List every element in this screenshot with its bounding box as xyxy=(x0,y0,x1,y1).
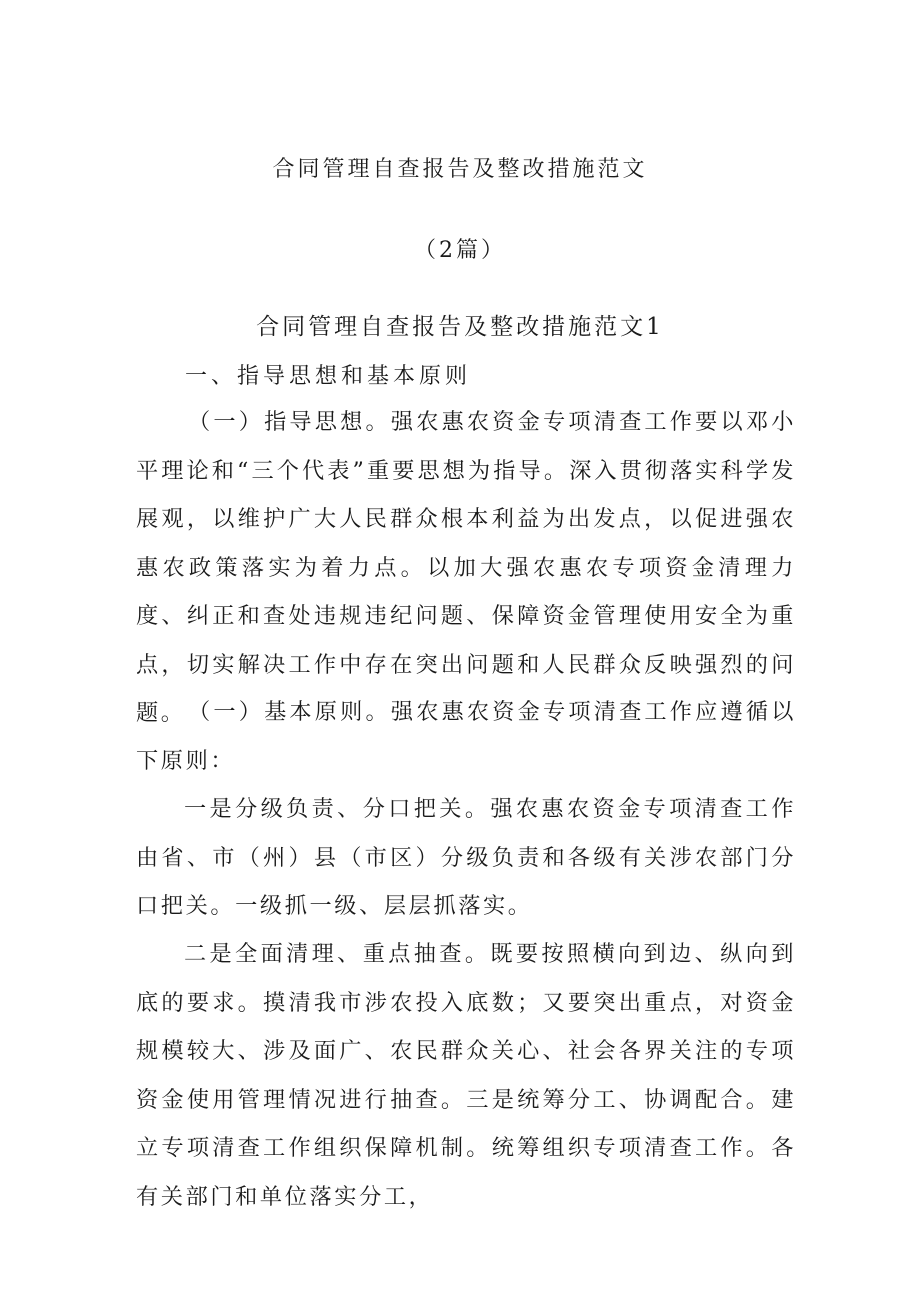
section-heading: 一、指导思想和基本原则 xyxy=(185,364,472,389)
document-subtitle: 合同管理自查报告及整改措施范文1 xyxy=(256,314,664,340)
paragraph-principle-two: 二是全面清理、重点抽查。既要按照横向到边、纵向到底的要求。摸清我市涉农投入底数；又要突出重点，对资金规模较大、涉及面广、农民群众关心、社会各界关注的专项资金使用管理情况进行抽查。三是统筹分工、协调配合。建立专项清查工作组织保障机制。统筹组织专项清查工作。各有关部门和单位落实分工， xyxy=(136,941,796,1210)
document-title: 合同管理自查报告及整改措施范文 xyxy=(272,157,648,182)
paragraph-guiding-ideology: （一）指导思想。强农惠农资金专项清查工作要以邓小平理论和“三个代表”重要思想为指导。深入贯彻落实科学发展观，以维护广大人民群众根本利益为出发点，以促进强农惠农政策落实为着力点。以加大强农惠农专项资金清理力度、纠正和查处违规违纪问题、保障资金管理使用安全为重点，切实解决工作中存在突出问题和人民群众反映强烈的问题。 xyxy=(136,409,796,726)
paragraph-principle-one: 一是分级负责、分口把关。强农惠农资金专项清查工作由省、市（州）县（市区）分级负责和各级有关涉农部门分口把关。一级抓一级、层层抓落实。 xyxy=(136,796,796,919)
paragraph-basic-principles: （一）基本原则。强农惠农资金专项清查工作应遵循以下原则： xyxy=(136,699,796,774)
document-count: （2篇） xyxy=(414,238,506,263)
